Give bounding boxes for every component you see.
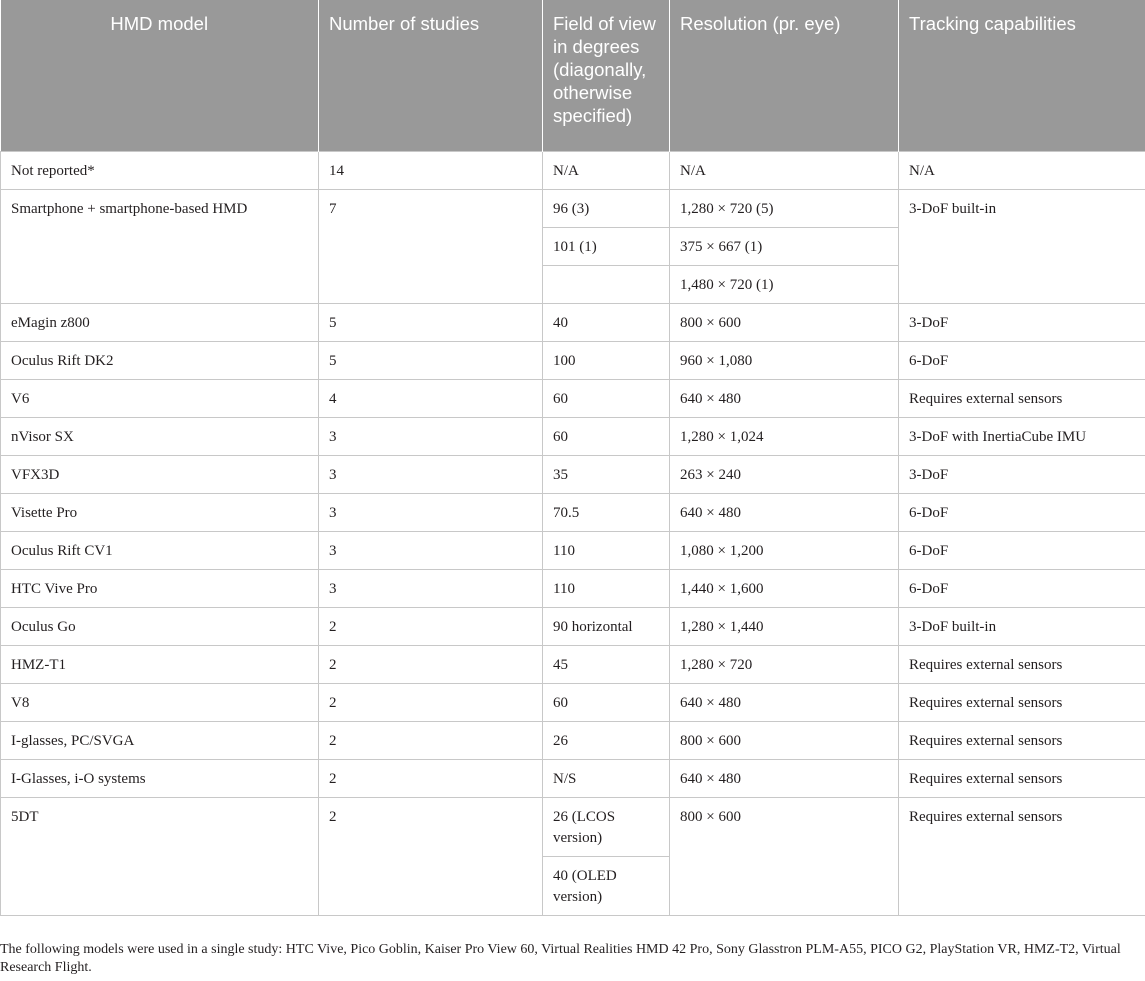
cell-fov [543,265,670,303]
cell-tracking: 6-DoF [899,341,1145,379]
cell-resolution: 263 × 240 [670,455,899,493]
header-row [1,0,1145,151]
cell-resolution: 1,280 × 720 [670,645,899,683]
table-row [1,189,1145,227]
cell-tracking: 6-DoF [899,531,1145,569]
cell-fov: 101 (1) [543,227,670,265]
table-row [1,759,1145,797]
cell-model: 5DT [1,797,319,915]
table-row [1,721,1145,759]
cell-resolution: 1,280 × 1,024 [670,417,899,455]
cell-tracking: 6-DoF [899,493,1145,531]
cell-model: V6 [1,379,319,417]
header-hmd-model: HMD model [1,0,319,151]
cell-tracking: 3-DoF [899,303,1145,341]
cell-tracking: 3-DoF built-in [899,189,1145,303]
cell-fov: 60 [543,417,670,455]
header-resolution: Resolution (pr. eye) [670,0,899,151]
cell-studies: 2 [319,759,543,797]
cell-studies: 5 [319,303,543,341]
cell-fov: 26 [543,721,670,759]
cell-model: I-Glasses, i-O systems [1,759,319,797]
cell-resolution: 640 × 480 [670,379,899,417]
cell-studies: 14 [319,151,543,189]
cell-model: nVisor SX [1,417,319,455]
cell-studies: 2 [319,645,543,683]
cell-model: eMagin z800 [1,303,319,341]
cell-model: Visette Pro [1,493,319,531]
cell-tracking: Requires external sensors [899,645,1145,683]
cell-resolution: 640 × 480 [670,683,899,721]
cell-fov: N/S [543,759,670,797]
cell-tracking: Requires external sensors [899,379,1145,417]
cell-model: Not reported* [1,151,319,189]
cell-model: HMZ-T1 [1,645,319,683]
cell-resolution: 800 × 600 [670,721,899,759]
cell-studies: 3 [319,569,543,607]
cell-model: I-glasses, PC/SVGA [1,721,319,759]
cell-studies: 3 [319,417,543,455]
cell-model: HTC Vive Pro [1,569,319,607]
cell-tracking: 6-DoF [899,569,1145,607]
cell-resolution: 640 × 480 [670,493,899,531]
table-row [1,493,1145,531]
cell-studies: 7 [319,189,543,303]
cell-tracking: Requires external sensors [899,721,1145,759]
header-tracking: Tracking capabilities [899,0,1145,151]
cell-resolution: 800 × 600 [670,797,899,915]
cell-resolution: 800 × 600 [670,303,899,341]
cell-fov: 40 [543,303,670,341]
cell-resolution: 1,280 × 720 (5) [670,189,899,227]
cell-fov: 40 (OLED version) [543,856,670,915]
cell-fov: 110 [543,569,670,607]
cell-studies: 2 [319,607,543,645]
table-row [1,569,1145,607]
cell-resolution: 1,080 × 1,200 [670,531,899,569]
cell-resolution: 640 × 480 [670,759,899,797]
cell-model: Smartphone + smartphone-based HMD [1,189,319,303]
cell-fov: 45 [543,645,670,683]
cell-studies: 3 [319,531,543,569]
header-number-of-studies: Number of studies [319,0,543,151]
cell-fov: 70.5 [543,493,670,531]
table-row [1,531,1145,569]
cell-tracking: 3-DoF [899,455,1145,493]
cell-tracking: N/A [899,151,1145,189]
cell-resolution: 960 × 1,080 [670,341,899,379]
cell-model: VFX3D [1,455,319,493]
table-row [1,417,1145,455]
cell-fov: 60 [543,379,670,417]
table-row [1,303,1145,341]
cell-studies: 4 [319,379,543,417]
cell-tracking: 3-DoF built-in [899,607,1145,645]
cell-model: Oculus Rift DK2 [1,341,319,379]
table-row [1,455,1145,493]
cell-resolution: 375 × 667 (1) [670,227,899,265]
cell-fov: 100 [543,341,670,379]
cell-tracking: Requires external sensors [899,759,1145,797]
cell-fov: 35 [543,455,670,493]
cell-resolution: N/A [670,151,899,189]
table-row [1,683,1145,721]
table-row [1,341,1145,379]
cell-fov: 90 horizontal [543,607,670,645]
table-row [1,379,1145,417]
table-row [1,151,1145,189]
table-footnote: The following models were used in a single study: HTC Vive, Pico Goblin, Kaiser Pro View 60, Virtual Realities HMD 42 Pro, Sony Glasstron PLM-A55, PICO G2, PlayStation VR, HMZ-T2, Virtual Research Flight. [0,942,1121,975]
cell-model: V8 [1,683,319,721]
table-row [1,607,1145,645]
table-row [1,797,1145,856]
cell-resolution: 1,480 × 720 (1) [670,265,899,303]
cell-model: Oculus Go [1,607,319,645]
cell-resolution: 1,280 × 1,440 [670,607,899,645]
cell-model: Oculus Rift CV1 [1,531,319,569]
cell-studies: 2 [319,683,543,721]
cell-fov: N/A [543,151,670,189]
cell-studies: 3 [319,493,543,531]
header-field-of-view: Field of view in degrees (diagonally, otherwise specified) [543,0,670,151]
cell-studies: 3 [319,455,543,493]
cell-studies: 5 [319,341,543,379]
cell-tracking: Requires external sensors [899,797,1145,915]
cell-fov: 60 [543,683,670,721]
table-row [1,645,1145,683]
cell-tracking: 3-DoF with InertiaCube IMU [899,417,1145,455]
cell-fov: 26 (LCOS version) [543,797,670,856]
cell-resolution: 1,440 × 1,600 [670,569,899,607]
cell-fov: 96 (3) [543,189,670,227]
cell-tracking: Requires external sensors [899,683,1145,721]
cell-studies: 2 [319,797,543,915]
cell-studies: 2 [319,721,543,759]
cell-fov: 110 [543,531,670,569]
